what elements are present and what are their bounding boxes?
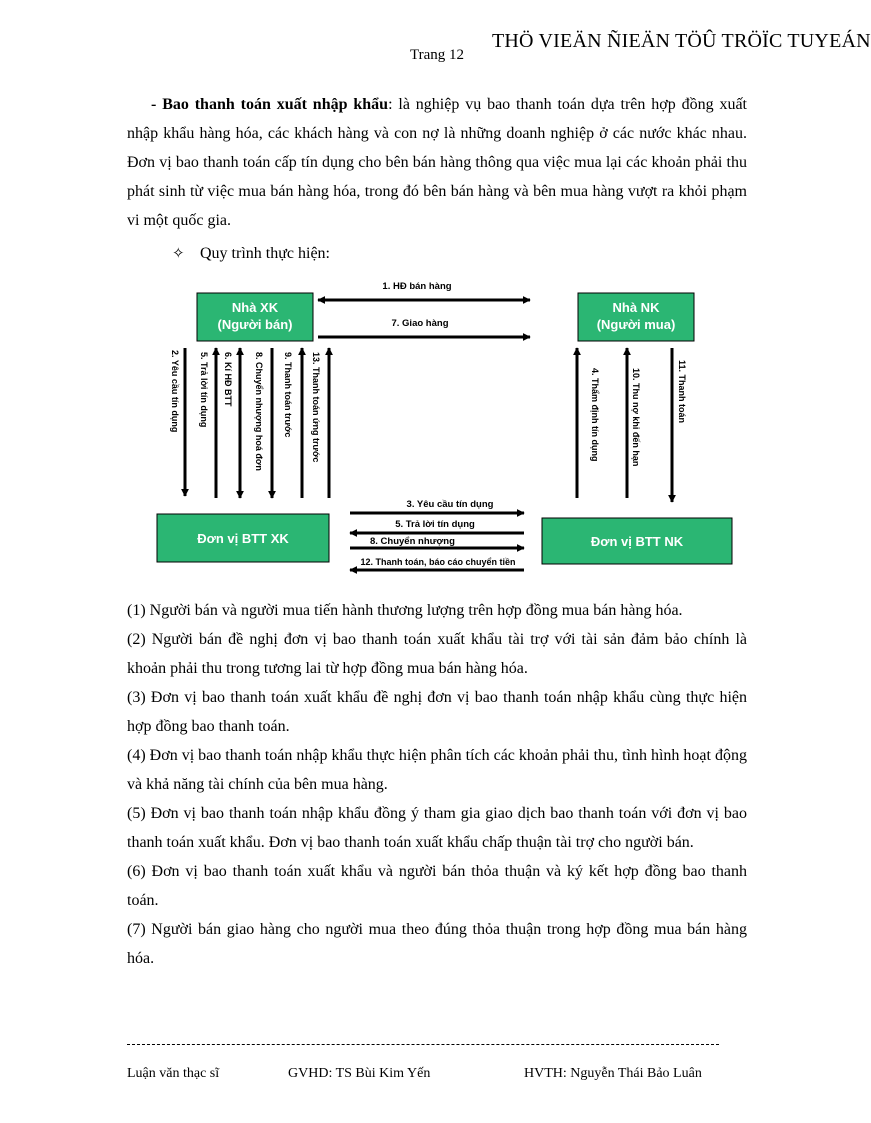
step-1: (1) Người bán và người mua tiến hành thương lượng trên hợp đồng mua bán hàng hóa. — [127, 602, 683, 619]
step-5: (5) Đơn vị bao thanh toán nhập khẩu đồng ý tham gia giao dịch bao thanh toán với đơn vị bao thanh toán xuất khẩu. Đơn vị bao thanh toán xuất khẩu chấp thuận tài trợ cho người bán. — [127, 805, 747, 851]
arrow-6-label: 6. Kí HĐ BTT — [223, 352, 233, 407]
arrow-9-label: 9. Thanh toán trước — [283, 352, 293, 438]
page-number: Trang 12 — [410, 47, 465, 63]
seller-box-line1: Nhà XK — [231, 300, 279, 315]
arrow-1-label: 1. HĐ bán hàng — [382, 281, 452, 292]
step-7: (7) Người bán giao hàng cho người mua theo đúng thỏa thuận trong hợp đồng mua bán hàng hóa. — [127, 921, 747, 967]
buyer-box-line2: (Người mua) — [596, 317, 676, 332]
footer-divider — [127, 1044, 719, 1045]
header-title: THÖ VIEÄN ÑIEÄN TÖÛ TRÖÏC TUYEÁN — [492, 30, 871, 52]
buyer-box-line1: Nhà NK — [612, 300, 660, 315]
arrow-4-label: 4. Thẩm định tín dụng — [590, 368, 600, 462]
step-3: (3) Đơn vị bao thanh toán xuất khẩu đề nghị đơn vị bao thanh toán nhập khẩu cùng thực hiện hợp đồng bao thanh toán. — [127, 689, 747, 735]
step-4: (4) Đơn vị bao thanh toán nhập khẩu thực hiện phân tích các khoản phải thu, tình hình hoạt động và khả năng tài chính của bên mua hàng. — [127, 747, 747, 793]
arrow-3-label: 3. Yêu cầu tín dụng — [406, 499, 494, 510]
intro-bold-lead: - Bao thanh toán xuất nhập khẩu — [151, 96, 389, 113]
arrow-5b-label: 5. Trả lời tín dụng — [395, 519, 475, 530]
arrow-13-label: 13. Thanh toán ứng trước — [311, 352, 321, 463]
arrow-2-label: 2. Yêu cầu tín dụng — [170, 350, 180, 433]
arrow-8-label: 8. Chuyển nhượng hoá đơn — [254, 352, 264, 471]
import-factor-label: Đơn vị BTT NK — [590, 534, 684, 549]
arrow-11-label: 11. Thanh toán — [677, 360, 687, 424]
step-2: (2) Người bán đề nghị đơn vị bao thanh toán xuất khẩu tài trợ với tài sản đảm bảo chính là khoản phải thu trong tương lai từ hợp đồng mua bán hàng hóa. — [127, 631, 747, 677]
intro-text: : là nghiệp vụ bao thanh toán dựa trên hợp đồng xuất nhập khẩu hàng hóa, các khách hàng và con nợ là những doanh nghiệp ở các nước khác nhau. Đơn vị bao thanh toán cấp tín dụng cho bên bán hàng thông qua việc mua lại các khoản phải thu phát sinh từ việc mua bán hàng hóa, trong đó bên bán hàng và bên mua hàng vượt ra khỏi phạm vi một quốc gia. — [127, 96, 748, 229]
step-6: (6) Đơn vị bao thanh toán xuất khẩu và người bán thỏa thuận và ký kết hợp đồng bao thanh toán. — [127, 863, 747, 909]
bullet-text: Quy trình thực hiện: — [200, 245, 330, 262]
footer-right: HVTH: Nguyễn Thái Bảo Luân — [524, 1066, 702, 1081]
process-steps — [127, 596, 747, 973]
footer-middle: GVHD: TS Bùi Kim Yến — [288, 1066, 431, 1081]
footer-left: Luận văn thạc sĩ — [127, 1066, 220, 1081]
arrow-7-label: 7. Giao hàng — [391, 318, 449, 329]
arrow-5-label: 5. Trả lời tín dụng — [199, 352, 209, 428]
arrow-8b-label: 8. Chuyển nhượng — [370, 536, 455, 547]
four-point-star-icon: ✧ — [172, 246, 185, 262]
export-factor-label: Đơn vị BTT XK — [197, 531, 289, 546]
seller-box-line2: (Người bán) — [217, 317, 293, 332]
arrow-12-label: 12. Thanh toán, báo cáo chuyển tiền — [360, 557, 516, 567]
arrow-10-label: 10. Thu nợ khi đến hạn — [631, 368, 641, 467]
